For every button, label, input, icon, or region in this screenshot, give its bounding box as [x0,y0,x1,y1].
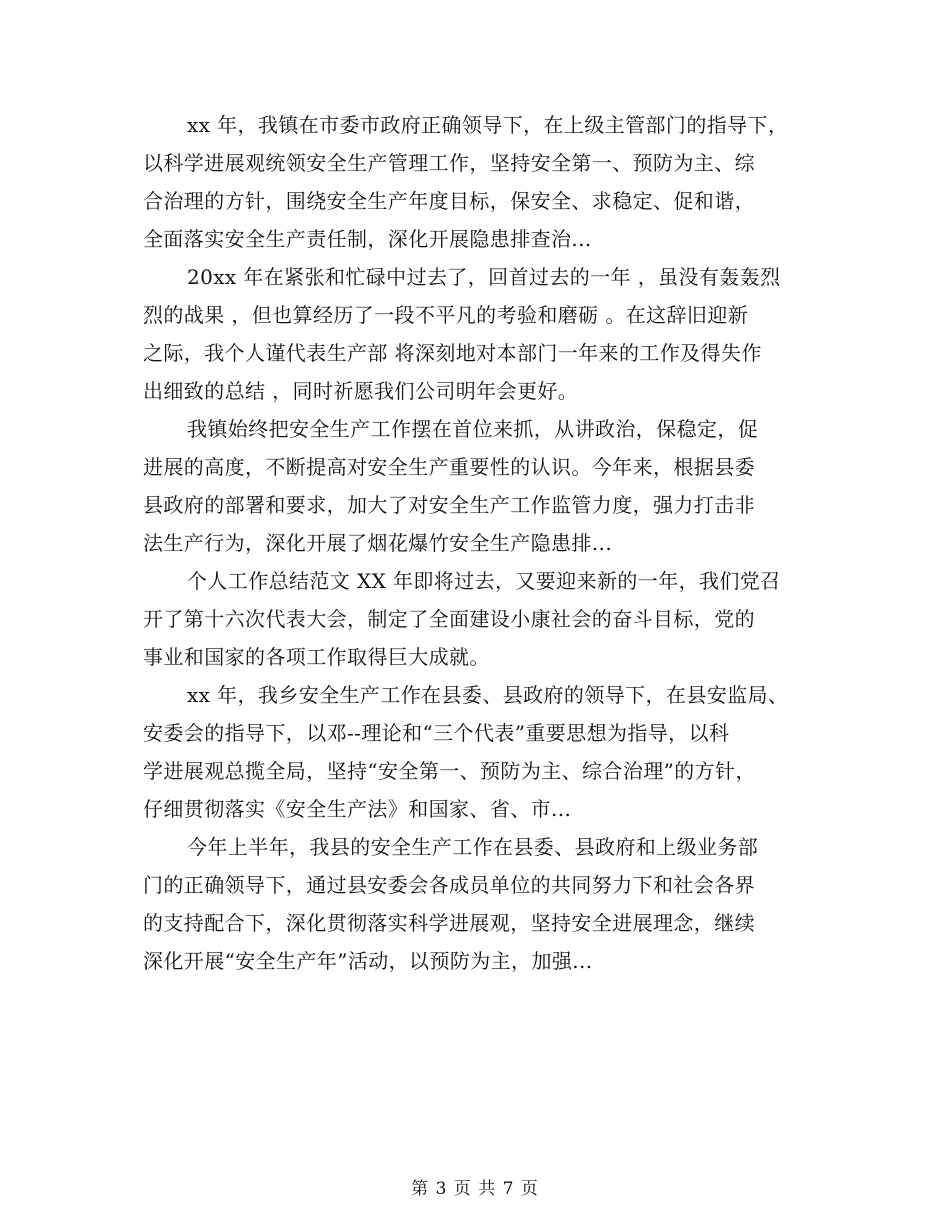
text-line: 仔细贯彻落实《安全生产法》和国家、省、市... [143,797,572,821]
paragraph-1 [143,106,823,258]
text-line: 深化开展“安全生产年”活动，以预防为主，加强... [143,949,593,973]
text-line: 学进展观总揽全局，坚持“安全第一、预防为主、综合治理”的方针， [143,759,756,783]
paragraph-6 [143,828,823,980]
text-line: 开了第十六次代表大会，制定了全面建设小康社会的奋斗目标，党的 [143,607,755,631]
paragraph-5 [143,676,823,828]
text-line: 合治理的方针，围绕安全生产年度目标，保安全、求稳定、促和谐， [143,189,755,213]
text-line: 出细致的总结 ，同时祈愿我们公司明年会更好。 [143,379,579,403]
text-line: xx 年，我乡安全生产工作在县委、县政府的领导下，在县安监局、 [187,683,789,707]
page-number-footer: 第 3 页 共 7 页 [411,1179,539,1199]
text-line: 以科学进展观统领安全生产管理工作，坚持安全第一、预防为主、综 [143,151,755,175]
text-line: 今年上半年，我县的安全生产工作在县委、县政府和上级业务部 [187,835,759,859]
text-line: 烈的战果 ，但也算经历了一段不平凡的考验和磨砺 。在这辞旧迎新 [143,303,749,327]
text-line: 20xx 年在紧张和忙碌中过去了，回首过去的一年 ，虽没有轰轰烈 [187,265,781,289]
text-line: 个人工作总结范文 XX 年即将过去，又要迎来新的一年，我们党召 [187,569,781,593]
text-line: 事业和国家的各项工作取得巨大成就。 [143,645,490,669]
text-line: 法生产行为，深化开展了烟花爆竹安全生产隐患排... [143,531,613,555]
text-line: xx 年，我镇在市委市政府正确领导下，在上级主管部门的指导下， [187,113,789,137]
text-line: 进展的高度，不断提高对安全生产重要性的认识。今年来，根据县委 [143,455,755,479]
paragraph-3 [143,410,823,562]
paragraph-4 [143,562,823,676]
text-line: 门的正确领导下，通过县安委会各成员单位的共同努力下和社会各界 [143,873,755,897]
text-line: 我镇始终把安全生产工作摆在首位来抓，从讲政治，保稳定，促 [187,417,759,441]
text-line: 县政府的部署和要求，加大了对安全生产工作监管力度，强力打击非 [143,493,755,517]
document-body [143,106,823,980]
text-line: 的支持配合下，深化贯彻落实科学进展观，坚持安全进展理念，继续 [143,911,755,935]
text-line: 安委会的指导下，以邓--理论和“三个代表”重要思想为指导，以科 [143,721,730,745]
text-line: 全面落实安全生产责任制，深化开展隐患排查治... [143,227,592,251]
text-line: 之际，我个人谨代表生产部 将深刻地对本部门一年来的工作及得失作 [143,341,762,365]
paragraph-2 [143,258,823,410]
